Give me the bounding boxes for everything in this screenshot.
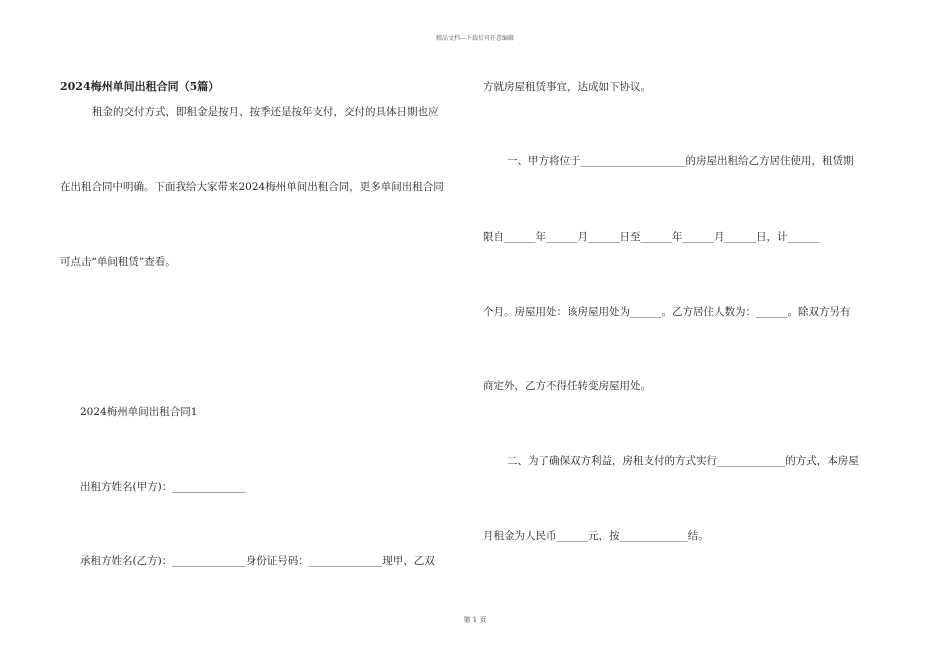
lessor-name-line: 出租方姓名(甲方)：______________ bbox=[80, 481, 246, 493]
contract-line-4: 个月。房屋用处：该房屋用处为______。乙方居住人数为：______。除双方另有 bbox=[483, 306, 851, 318]
contract-line-2: 一、甲方将位于____________________的房屋出租给乙方居住使用，租赁期 bbox=[507, 155, 854, 167]
section-heading: 2024梅州单间出租合同1 bbox=[80, 406, 198, 418]
document-title: 2024梅州单间出租合同（5篇） bbox=[60, 80, 220, 93]
lessee-name-line: 承租方姓名(乙方)：______________身份证号码：______________现甲、乙双 bbox=[80, 555, 435, 567]
intro-line-2: 在出租合同中明确。下面我给大家带来2024梅州单间出租合同，更多单间出租合同 bbox=[60, 181, 444, 193]
page-footer: 第 1 页 bbox=[463, 616, 487, 624]
contract-line-5: 商定外，乙方不得任转变房屋用处。 bbox=[483, 380, 651, 392]
contract-line-1: 方就房屋租赁事宜，达成如下协议。 bbox=[483, 81, 651, 93]
intro-line-3: 可点击“单间租赁”查看。 bbox=[60, 256, 176, 268]
contract-line-3: 限自______年______月______日至______年______月______日，计______ bbox=[483, 231, 819, 243]
contract-line-7: 月租金为人民币______元，按_____________结。 bbox=[483, 530, 709, 542]
intro-line-1: 租金的交付方式，即租金是按月、按季还是按年支付，交付的具体日期也应 bbox=[92, 106, 439, 118]
right-column bbox=[475, 0, 950, 672]
page-header: 精品文档---下载后可任意编辑 bbox=[435, 35, 515, 42]
contract-line-6: 二、为了确保双方利益，房租支付的方式实行_____________的方式，本房屋 bbox=[507, 455, 859, 467]
